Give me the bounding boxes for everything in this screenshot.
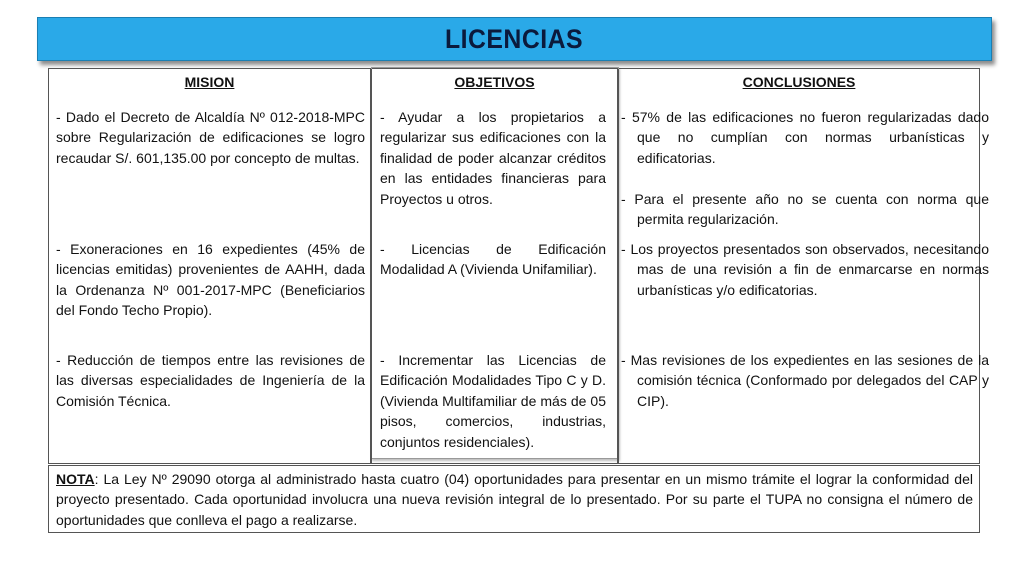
title-banner bbox=[37, 17, 992, 61]
nota-box bbox=[48, 465, 980, 533]
nota-text: : La Ley Nº 29090 otorga al administrado hasta cuatro (04) oportunidades para presentar en un mismo trámite el lograr la conformidad del proyecto presentado. Cada oportunidad involucra una nueva revisión integral de lo presentado. Por su parte el TUPA no consigna el número de oportunidades que conlleva el pago a realizarse. bbox=[56, 471, 973, 528]
page-title: LICENCIAS bbox=[445, 23, 584, 54]
mision-item: - Exoneraciones en 16 expedientes (45% de licencias emitidas) provenientes de AAHH, dada la Ordenanza Nº 001-2017-MPC (Beneficiarios del Fondo Techo Propio). bbox=[56, 241, 365, 319]
objetivo-item: - Incrementar las Licencias de Edificación Modalidades Tipo C y D. (Vivienda Multifamiliar de más de 05 pisos, comercios, industrias, conjuntos residenciales). bbox=[380, 352, 606, 450]
nota-label: NOTA bbox=[56, 471, 95, 487]
header-mision: MISION bbox=[184, 74, 235, 90]
mision-item: - Dado el Decreto de Alcaldía Nº 012-2018-MPC sobre Regularización de edificaciones se logro recaudar S/. 601,135.00 por concepto de multas. bbox=[56, 109, 365, 166]
conclusion-item: - 57% de las edificaciones no fueron regularizadas dado que no cumplían con normas urbanísticas y edificatorias. bbox=[621, 109, 989, 166]
header-objetivos: OBJETIVOS bbox=[454, 74, 535, 90]
summary-table bbox=[48, 68, 989, 464]
conclusion-item: - Mas revisiones de los expedientes en las sesiones de la comisión técnica (Conformado por delegados del CAP y CIP). bbox=[621, 352, 989, 409]
objetivo-item: - Ayudar a los propietarios a regularizar sus edificaciones con la finalidad de poder alcanzar créditos en las entidades financieras para Proyectos u otros. bbox=[380, 109, 606, 207]
objetivo-item: - Licencias de Edificación Modalidad A (Vivienda Unifamiliar). bbox=[380, 241, 606, 278]
column-divider bbox=[617, 69, 619, 463]
conclusion-item: - Los proyectos presentados son observados, necesitando mas de una revisión a fin de enmarcarse en normas urbanísticas y/o edificatorias. bbox=[621, 241, 989, 298]
mision-item: - Reducción de tiempos entre las revisiones de las diversas especialidades de Ingeniería de la Comisión Técnica. bbox=[56, 352, 365, 409]
header-conclusiones: CONCLUSIONES bbox=[742, 74, 856, 90]
column-divider bbox=[370, 69, 372, 463]
conclusion-item: - Para el presente año no se cuenta con norma que permita regularización. bbox=[621, 191, 989, 228]
